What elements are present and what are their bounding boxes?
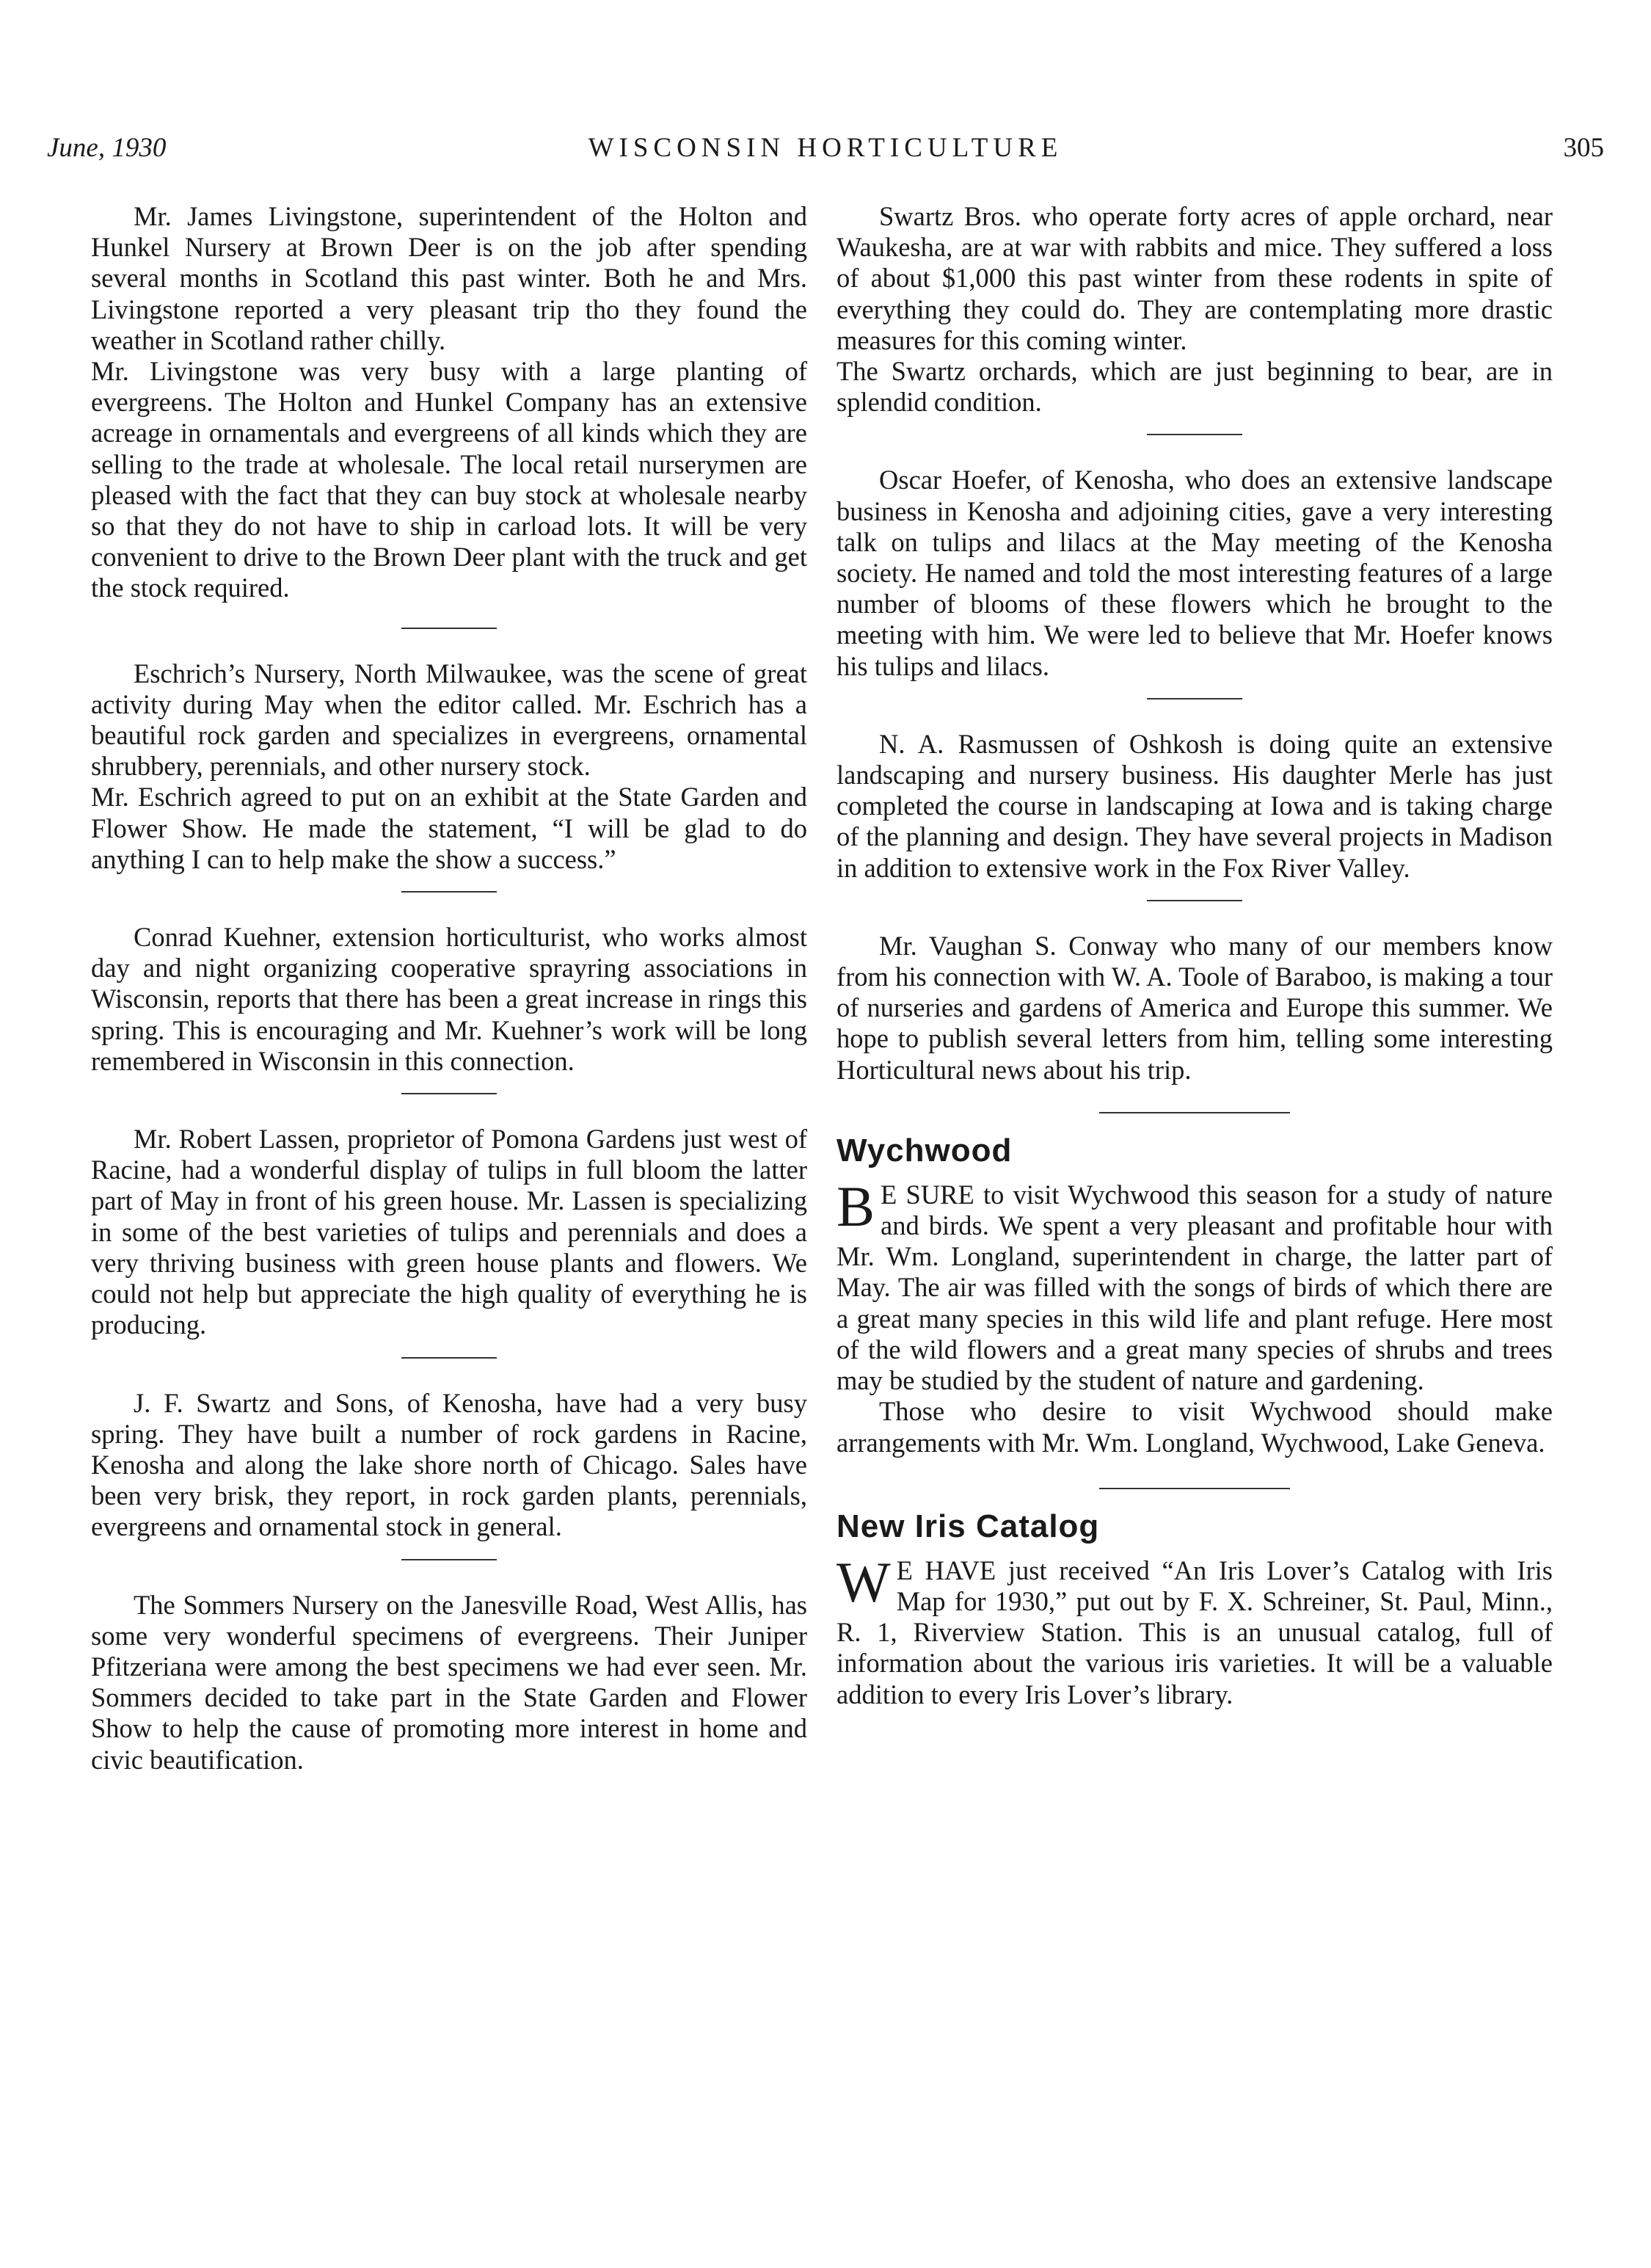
section-divider	[1147, 434, 1242, 435]
eschrich-paragraph-1: Eschrich’s Nursery, North Milwaukee, was the scene of great activity during May when the editor called. Mr. Eschrich has a beautiful rock garden and specializes in evergreens, ornamental shrubbery, perennials, and other nursery stock.	[91, 658, 807, 782]
wychwood-heading: Wychwood	[837, 1132, 1013, 1168]
section-divider	[1147, 900, 1242, 901]
page-number: 305	[1563, 133, 1604, 163]
wychwood-paragraph-1	[837, 1174, 1553, 1396]
iris-catalog-heading: New Iris Catalog	[837, 1508, 1100, 1544]
issue-date: June, 1930	[47, 133, 167, 163]
magazine-title: WISCONSIN HORTICULTURE	[588, 133, 1063, 163]
kuehner-paragraph: Conrad Kuehner, extension horticulturist, who works almost day and night organizing cooperative sprayring associations in Wisconsin, reports that there has been a great increase in rings this spring. This is encouraging and Mr. Kuehner’s work will be long remembered in Wisconsin in this connection.	[91, 922, 807, 1076]
eschrich-paragraph-2: Mr. Eschrich agreed to put on an exhibit at the State Garden and Flower Show. He made the statement, “I will be glad to do anything I can to help make the show a success.”	[91, 782, 807, 874]
section-divider	[401, 891, 497, 893]
conway-paragraph: Mr. Vaughan S. Conway who many of our members know from his connection with W. A. Toole of Baraboo, is making a tour of nurseries and gardens of America and Europe this summer. We hope to publish several letters from him, telling some interesting Horticultural news about his trip.	[837, 930, 1553, 1085]
section-divider	[1099, 1488, 1290, 1489]
section-divider	[401, 1559, 497, 1560]
sommers-paragraph: The Sommers Nursery on the Janesville Road, West Allis, has some very wonderful specimens of evergreens. Their Juniper Pfitzeriana were among the best specimens we had ever seen. Mr. Sommers decided to take part in the State Garden and Flower Show to help the cause of promoting more interest in home and civic beautification.	[91, 1589, 807, 1775]
lassen-paragraph: Mr. Robert Lassen, proprietor of Pomona Gardens just west of Racine, had a wonderful display of tulips in full bloom the latter part of May in front of his green house. Mr. Lassen is specializing in some of the best varieties of tulips and perennials and does a very thriving business with green house plants and flowers. We could not help but appreciate the high quality of everything he is producing.	[91, 1124, 807, 1340]
right-column	[837, 201, 1553, 1710]
iris-catalog-paragraph	[837, 1549, 1553, 1710]
iris-dropcap: W	[837, 1549, 891, 1614]
left-column	[91, 201, 807, 1775]
iris-catalog-paragraph-text: E HAVE just received “An Iris Lover’s Catalog with Iris Map for 1930,” put out by F. X. Schreiner, St. Paul, Minn., R. 1, Riverview Station. This is an unusual catalog, full of information about the various iris varieties. It will be a valuable addition to every Iris Lover’s library.	[837, 1555, 1553, 1709]
hoefer-paragraph: Oscar Hoefer, of Kenosha, who does an extensive landscape business in Kenosha and adjoining cities, gave a very interesting talk on tulips and lilacs at the May meeting of the Kenosha society. He named and told the most interesting features of a large number of blooms of these flowers which he brought to the meeting with him. We were led to believe that Mr. Hoefer knows his tulips and lilacs.	[837, 465, 1553, 681]
swartz-sons-paragraph: J. F. Swartz and Sons, of Kenosha, have had a very busy spring. They have built a number of rock gardens in Racine, Kenosha and along the lake shore north of Chicago. Sales have been very brisk, they report, in rock garden plants, perennials, evergreens and ornamental stock in general.	[91, 1387, 807, 1542]
wychwood-paragraph-1-text: E SURE to visit Wychwood this season for a study of nature and birds. We spent a very pleasant and profitable hour with Mr. Wm. Longland, superintendent in charge, the latter part of May. The air was filled with the songs of birds of which there are a great many species in this wild life and plant refuge. Here most of the wild flowers and a great many species of shrubs and trees may be studied by the student of nature and gardening.	[837, 1179, 1553, 1396]
swartz-bros-paragraph-2: The Swartz orchards, which are just beginning to bear, are in splendid condition.	[837, 356, 1553, 418]
wychwood-dropcap: B	[837, 1174, 875, 1238]
livingstone-paragraph-1: Mr. James Livingstone, superintendent of the Holton and Hunkel Nursery at Brown Deer is on the job after spending several months in Scotland this past winter. Both he and Mrs. Livingstone reported a very pleasant trip tho they found the weather in Scotland rather chilly.	[91, 201, 807, 355]
section-divider	[1147, 698, 1242, 699]
rasmussen-paragraph: N. A. Rasmussen of Oshkosh is doing quite an extensive landscaping and nursery business. His daughter Merle has just completed the course in landscaping at Iowa and is taking charge of the planning and design. They have several projects in Madison in addition to extensive work in the Fox River Valley.	[837, 728, 1553, 883]
page-header	[47, 132, 1604, 176]
section-divider	[401, 1357, 497, 1359]
section-divider	[401, 628, 497, 629]
section-divider	[401, 1093, 497, 1094]
swartz-bros-paragraph-1: Swartz Bros. who operate forty acres of apple orchard, near Waukesha, are at war with rabbits and mice. They suffered a loss of about $1,000 this past winter from these rodents in spite of everything they could do. They are contemplating more drastic measures for this coming winter.	[837, 201, 1553, 355]
section-divider	[1099, 1112, 1290, 1113]
wychwood-paragraph-2: Those who desire to visit Wychwood should make arrangements with Mr. Wm. Longland, Wychwood, Lake Geneva.	[837, 1396, 1553, 1458]
livingstone-paragraph-2: Mr. Livingstone was very busy with a large planting of evergreens. The Holton and Hunkel Company has an extensive acreage in ornamentals and evergreens of all kinds which they are selling to the trade at wholesale. The local retail nurserymen are pleased with the fact that they can buy stock at wholesale nearby so that they do not have to ship in carload lots. It will be very convenient to drive to the Brown Deer plant with the truck and get the stock required.	[91, 356, 807, 603]
